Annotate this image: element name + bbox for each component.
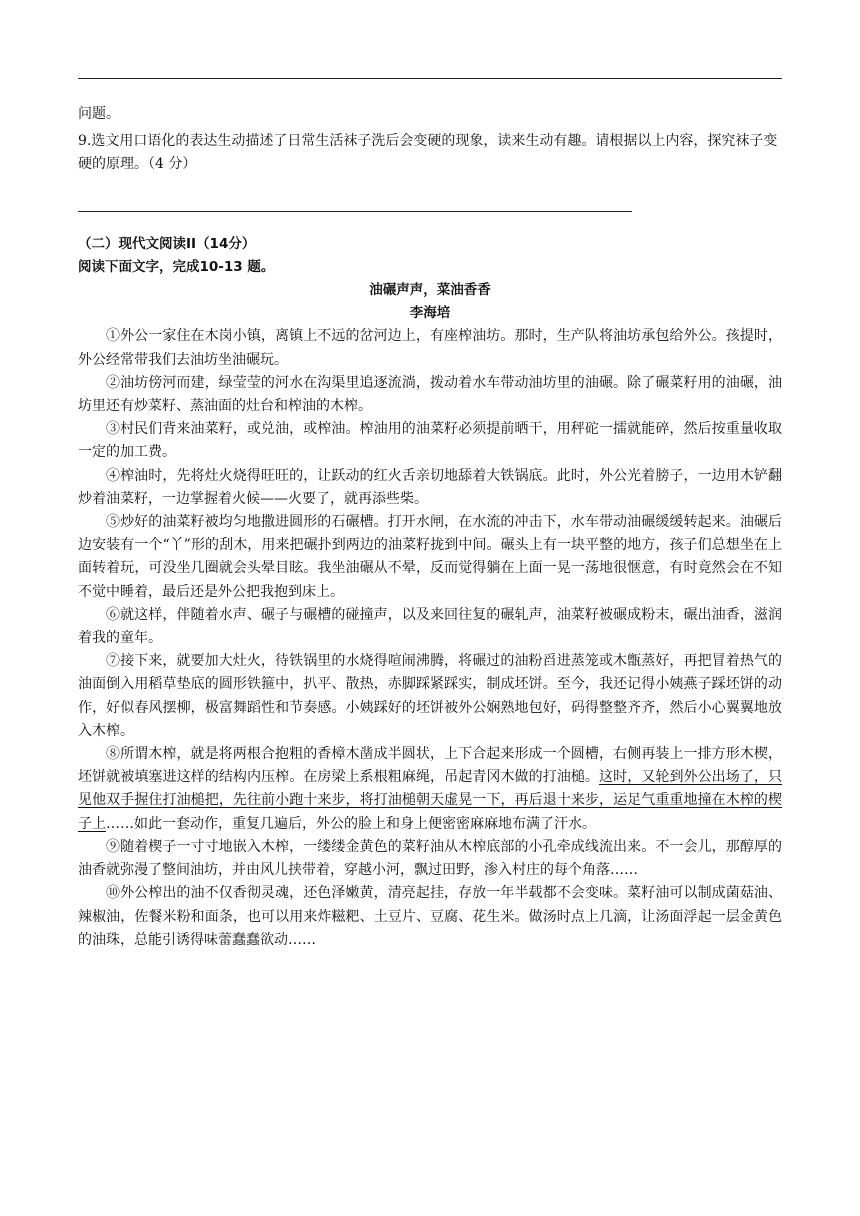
paragraph-2: ②油坊傍河而建，绿莹莹的河水在沟渠里追逐流淌，拨动着水车带动油坊里的油碾。除了碾菜籽用的油碾，油坊里还有炒菜籽、蒸油面的灶台和榨油的木榨。 (78, 374, 782, 415)
paragraph-8-underlined: 这时，又轮到外公出场了，只见他双手握住打油槌把，先往前小跑十来步，将打油槌朝天虚晃一下，再后退十来步，运足气重重地撞在木榨的楔子上 (78, 769, 783, 832)
paragraph-5: ⑤炒好的油菜籽被均匀地撒进圆形的石碾槽。打开水闸，在水流的冲击下，水车带动油碾缓缓转起来。油碾后边安装有一个“丫”形的刮木，用来把碾扑到两边的油菜籽拢到中间。碾头上有一块平整的地方，孩子们总想坐在上面转着玩，可没坐几圈就会头晕目眩。我坐油碾从不晕，反而觉得躺在上面一晃一荡地很惬意，有时竟然会在不知不觉中睡着，最后还是外公把我抱到床上。 (78, 514, 782, 600)
intro-line: 问题。 (78, 106, 120, 122)
paragraph-1: ①外公一家住在木岗小镇，离镇上不远的岔河边上，有座榨油坊。那时，生产队将油坊承包给外公。孩提时，外公经常带我们去油坊坐油碾玩。 (78, 328, 782, 368)
paragraph-8-text: ⑧所谓木榨，就是将两根合抱粗的香樟木凿成半圆状，上下合起来形成一个圆槽，右侧再装上一排方形木楔，坯饼就被填塞进这样的结构内压榨。在房梁上系根粗麻绳，吊起青冈木做的打油槌。 (78, 746, 782, 786)
question-9: 9.选文用口语化的表达生动描述了日常生活袜子洗后会变硬的现象，读来生动有趣。请根据以上内容，探究袜子变硬的原理。（4 分） (78, 133, 778, 173)
paragraph-6: ⑥就这样，伴随着水声、碾子与碾槽的碰撞声，以及来回往复的碾轧声，油菜籽被碾成粉末，碾出油香，滋润着我的童年。 (78, 606, 782, 647)
paragraph-9: ⑨随着楔子一寸寸地嵌入木榨，一缕缕金黄色的菜籽油从木榨底部的小孔牵成线流出来。不一会儿，那醇厚的油香就弥漫了整间油坊，并由风儿挟带着，穿越小河，飘过田野，渗入村庄的每个角落…… (78, 838, 782, 879)
header-rule (78, 78, 782, 79)
paragraph-8-tail: ……如此一套动作，重复几遍后，外公的脸上和身上便密密麻麻地布满了汗水。 (106, 815, 596, 832)
answer-space (78, 177, 782, 213)
article-title: 油碾声声，菜油香香 (369, 282, 491, 299)
section-title: （二）现代文阅读II（14分） (78, 235, 256, 252)
section-instruction: 阅读下面文字，完成10-13 题。 (78, 258, 275, 275)
article-author: 李海培 (409, 305, 451, 322)
paragraph-7: ⑦接下来，就要加大灶火，待铁锅里的水烧得喧闹沸腾，将碾过的油粉舀进蒸笼或木甑蒸好，再把冒着热气的油面倒入用稻草垫底的圆形铁箍中，扒平、散热，赤脚踩紧踩实，制成坯饼。至今，我还记得小姨燕子踩坯饼的动作，好似春风摆柳，极富舞蹈性和节奏感。小姨踩好的坯饼被外公娴熟地包好，码得整整齐齐，然后小心翼翼地放入木榨。 (78, 653, 782, 739)
paragraph-3: ③村民们背来油菜籽，或兑油，或榨油。榨油用的油菜籽必须提前晒干，用秤砣一擂就能碎，然后按重量收取一定的加工费。 (78, 421, 782, 461)
paragraph-10: ⑩外公榨出的油不仅香彻灵魂，还色泽嫩黄，清亮起挂，存放一年半载都不会变味。菜籽油可以制成菌菇油、辣椒油，佐餐米粉和面条，也可以用来炸糍粑、土豆片、豆腐、花生米。做汤时点上几滴，让汤面浮起一层金黄色的油珠，总能引诱得味蕾蠢蠢欲动…… (78, 885, 782, 948)
page-content (78, 103, 782, 952)
paragraph-4: ④榨油时，先将灶火烧得旺旺的，让跃动的红火舌亲切地舔着大铁锅底。此时，外公光着膀子，一边用木铲翻炒着油菜籽，一边掌握着火候——火要了，就再添些柴。 (78, 467, 782, 507)
paragraph-8 (78, 743, 782, 836)
